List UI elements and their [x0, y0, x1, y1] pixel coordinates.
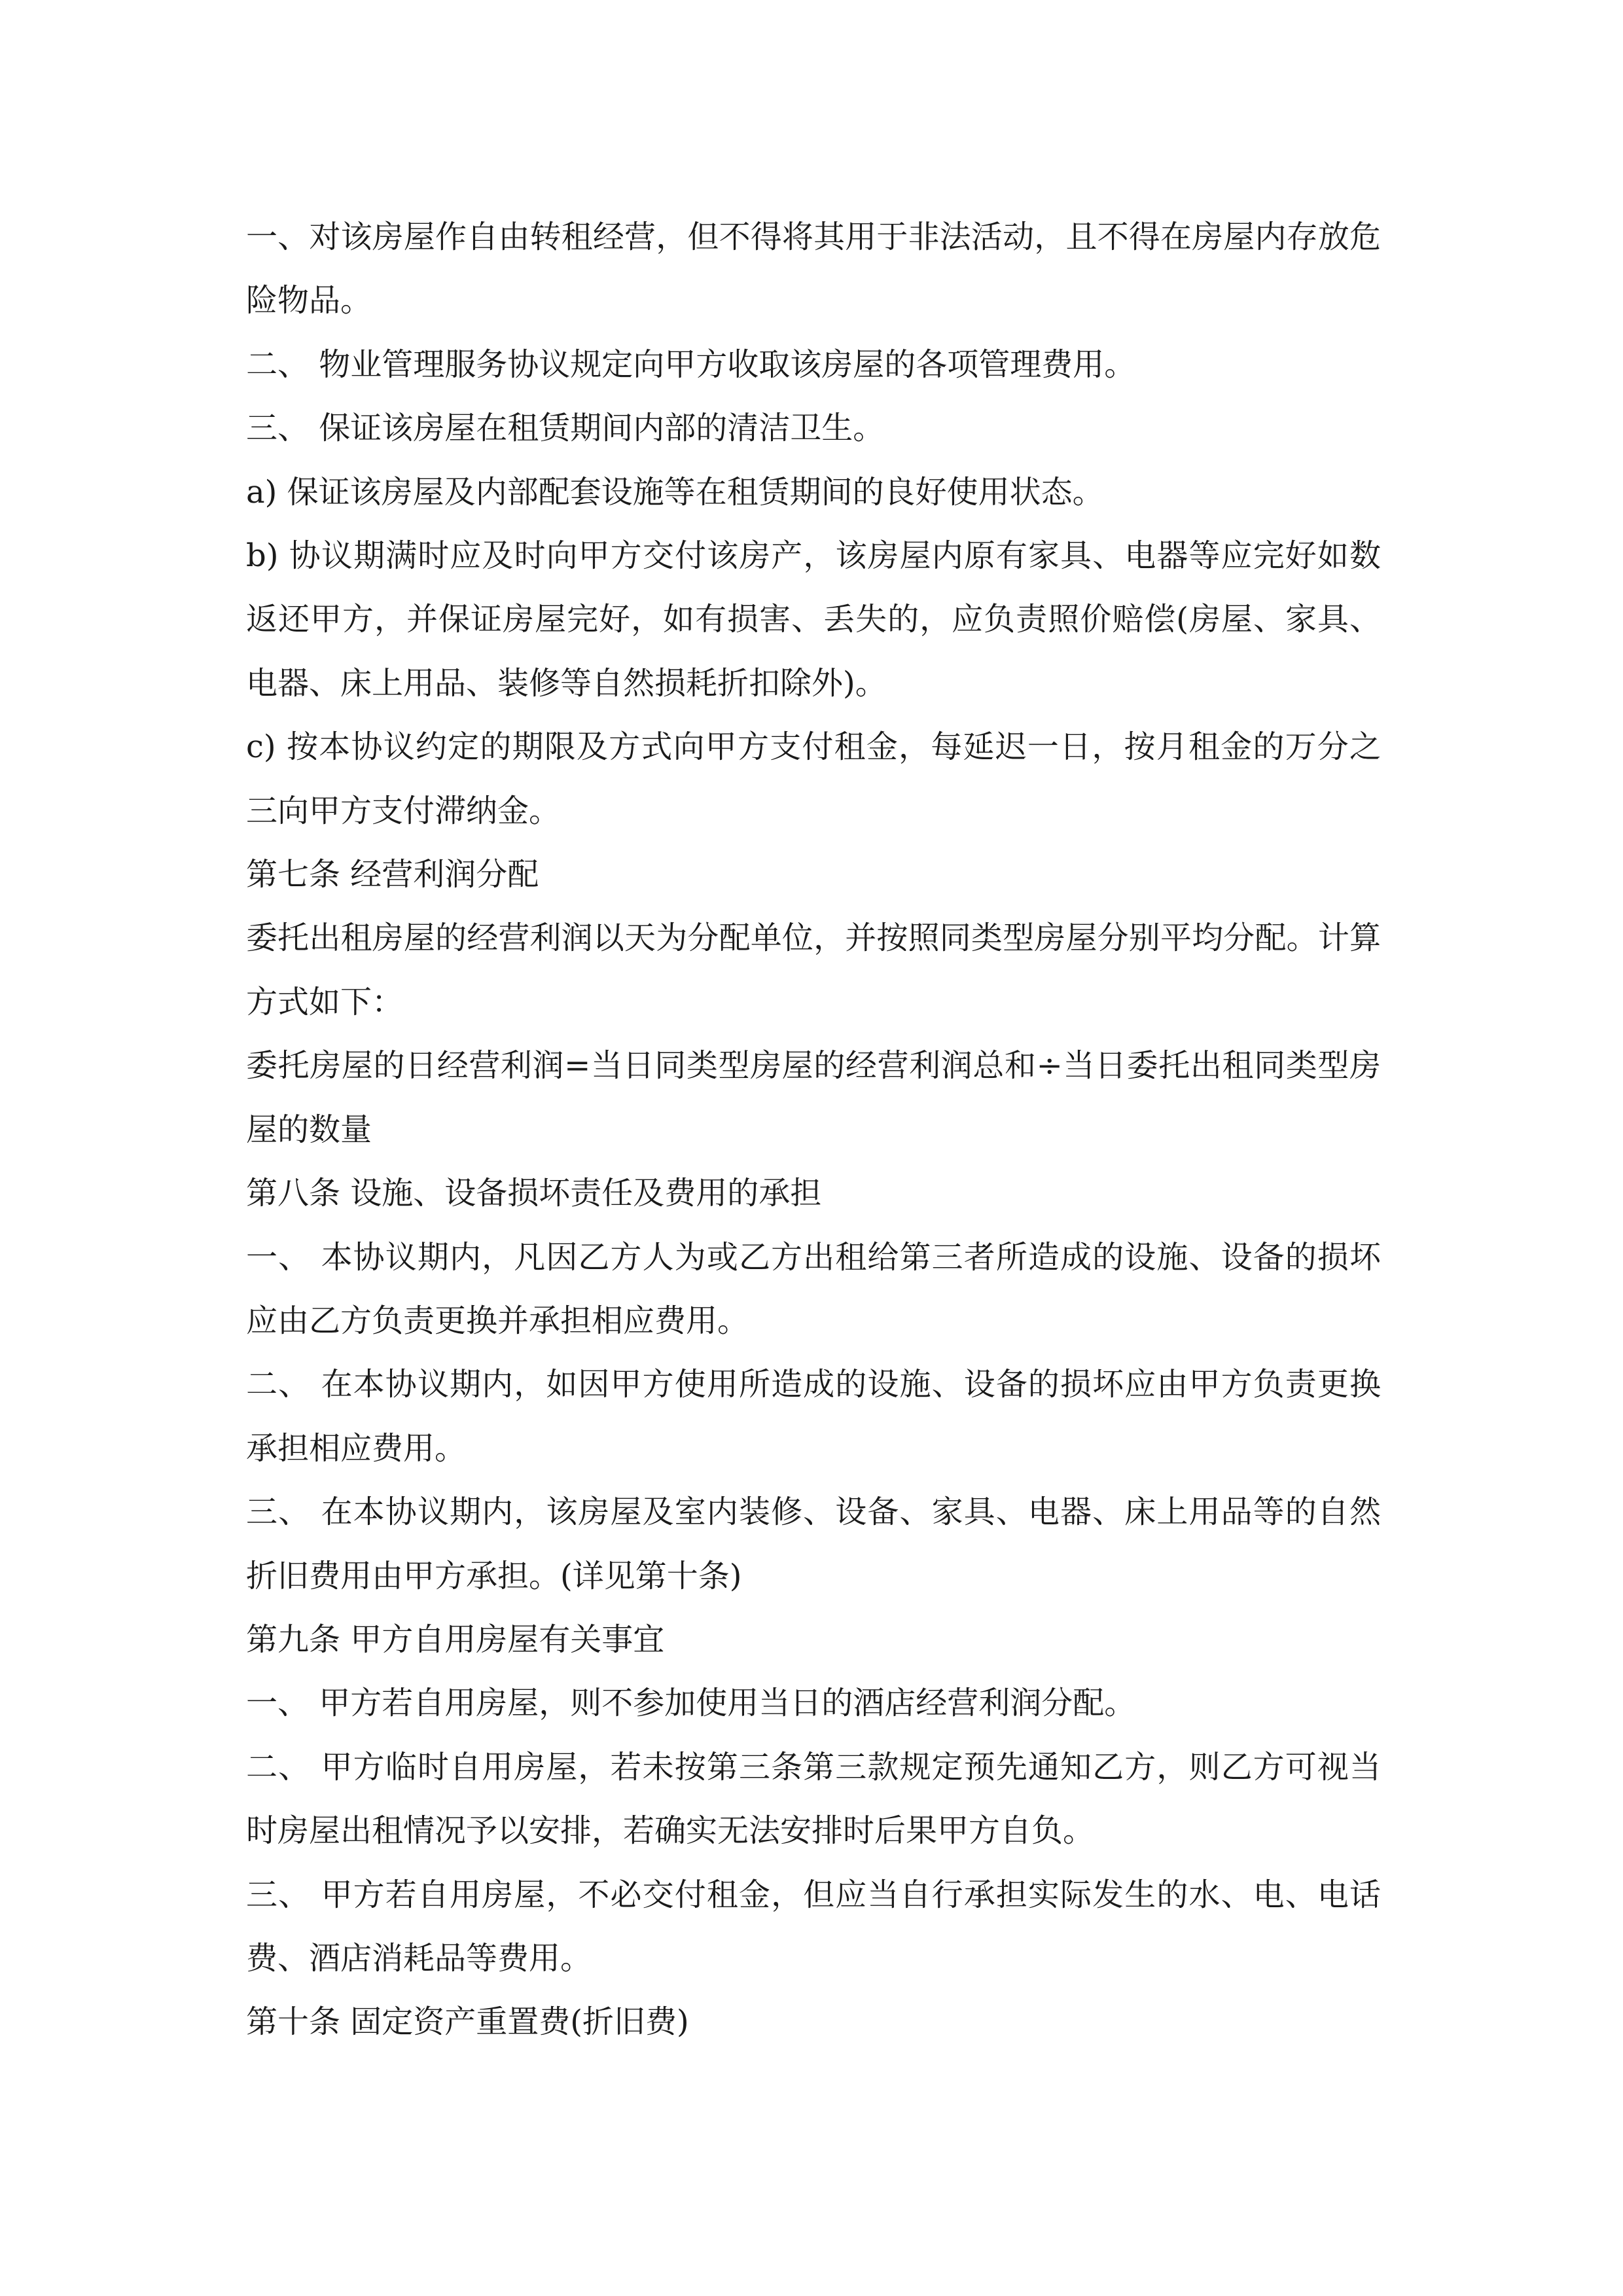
- clause-subitem-b: b) 协议期满时应及时向甲方交付该房产，该房屋内原有家具、电器等应完好如数返还甲方，并保证房屋完好，如有损害、丢失的，应负责照价赔偿(房屋、家具、电器、床上用品、装修等自然损耗折扣除外)。: [246, 537, 1381, 702]
- clause-item-2: 二、 物业管理服务协议规定向甲方收取该房屋的各项管理费用。: [246, 346, 1136, 383]
- clause-item-3: 三、 保证该房屋在租赁期间内部的清洁卫生。: [246, 410, 885, 447]
- article-7-heading: 第七条 经营利润分配: [246, 856, 539, 893]
- article-8-heading: 第八条 设施、设备损坏责任及费用的承担: [246, 1175, 822, 1212]
- article-8-item-1: 一、 本协议期内，凡因乙方人为或乙方出租给第三者所造成的设施、设备的损坏应由乙方负责更换并承担相应费用。: [246, 1238, 1381, 1339]
- article-9-item-1: 一、 甲方若自用房屋，则不参加使用当日的酒店经营利润分配。: [246, 1685, 1136, 1722]
- article-8-item-3: 三、 在本协议期内，该房屋及室内装修、设备、家具、电器、床上用品等的自然折旧费用由甲方承担。(详见第十条): [246, 1494, 1381, 1594]
- article-7-formula: 委托房屋的日经营利润=当日同类型房屋的经营利润总和÷当日委托出租同类型房屋的数量: [246, 1047, 1381, 1148]
- article-9-item-2: 二、 甲方临时自用房屋，若未按第三条第三款规定预先通知乙方，则乙方可视当时房屋出租情况予以安排，若确实无法安排时后果甲方自负。: [246, 1748, 1381, 1850]
- clause-subitem-c: c) 按本协议约定的期限及方式向甲方支付租金，每延迟一日，按月租金的万分之三向甲方支付滞纳金。: [246, 728, 1381, 829]
- article-9-heading: 第九条 甲方自用房屋有关事宜: [246, 1621, 665, 1658]
- article-10-heading: 第十条 固定资产重置费(折旧费): [246, 2003, 689, 2041]
- article-8-item-2: 二、 在本协议期内，如因甲方使用所造成的设施、设备的损坏应由甲方负责更换承担相应费用。: [246, 1366, 1381, 1467]
- clause-subitem-a: a) 保证该房屋及内部配套设施等在租赁期间的良好使用状态。: [246, 473, 1104, 511]
- article-7-body: 委托出租房屋的经营利润以天为分配单位，并按照同类型房屋分别平均分配。计算方式如下：: [246, 920, 1381, 1020]
- article-9-item-3: 三、 甲方若自用房屋，不必交付租金，但应当自行承担实际发生的水、电、电话费、酒店消耗品等费用。: [246, 1876, 1381, 1977]
- clause-item-1: 一、对该房屋作自由转租经营，但不得将其用于非法活动，且不得在房屋内存放危险物品。: [246, 219, 1381, 319]
- document-body: [246, 206, 1381, 2054]
